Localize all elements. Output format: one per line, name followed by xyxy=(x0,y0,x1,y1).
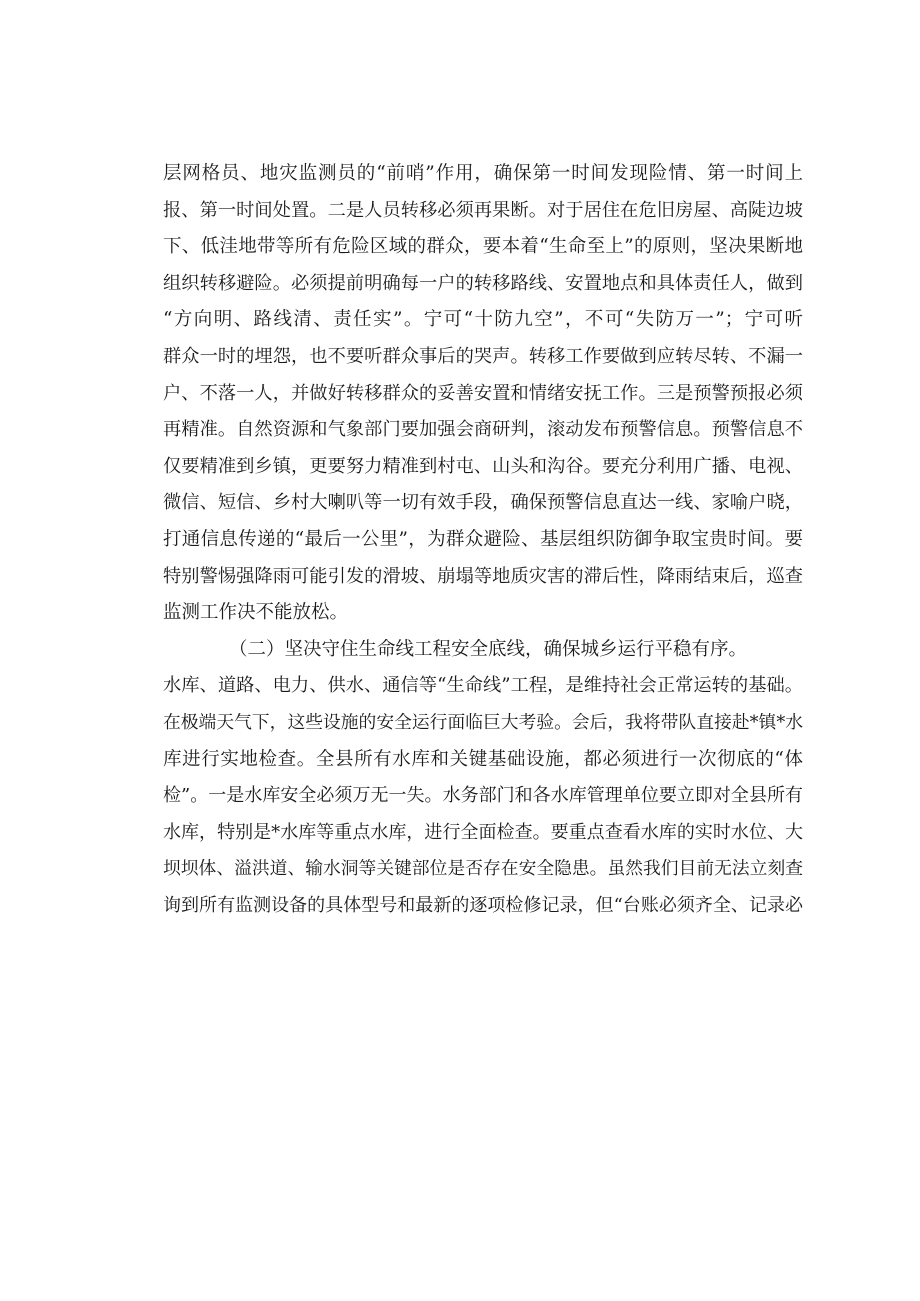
text-line-17: 库进行实地检查。全县所有水库和关键基础设施，都必须进行一次彻底的“体 xyxy=(163,748,803,770)
text-line-4: 组织转移避险。必须提前明确每一户的转移路线、安置地点和具体责任人，做到 xyxy=(163,272,803,294)
text-line-5: “方向明、路线清、责任实”。宁可“十防九空”，不可“失防万一”；宁可听 xyxy=(163,309,803,331)
text-line-7: 户、不落一人，并做好转移群众的妥善安置和情绪安抚工作。三是预警预报必须 xyxy=(163,382,803,404)
text-line-16: 在极端天气下，这些设施的安全运行面临巨大考验。会后，我将带队直接赴*镇*水 xyxy=(163,712,803,733)
text-line-12: 特别警惕强降雨可能引发的滑坡、崩塌等地质灾害的滞后性，降雨结束后，巡查 xyxy=(163,565,803,587)
text-line-2: 报、第一时间处置。二是人员转移必须再果断。对于居住在危旧房屋、高陡边坡 xyxy=(163,199,803,221)
document-body xyxy=(163,156,803,924)
text-line-19: 水库，特别是*水库等重点水库，进行全面检查。要重点查看水库的实时水位、大 xyxy=(163,821,803,843)
text-line-11: 打通信息传递的“最后一公里”，为群众避险、基层组织防御争取宝贵时间。要 xyxy=(163,528,803,550)
text-line-6: 群众一时的埋怨，也不要听群众事后的哭声。转移工作要做到应转尽转、不漏一 xyxy=(163,345,803,367)
text-line-10: 微信、短信、乡村大喇叭等一切有效手段，确保预警信息直达一线、家喻户晓， xyxy=(163,492,803,514)
text-line-8: 再精准。自然资源和气象部门要加强会商研判，滚动发布预警信息。预警信息不 xyxy=(163,419,803,441)
text-line-18: 检”。一是水库安全必须万无一失。水务部门和各水库管理单位要立即对全县所有 xyxy=(163,785,803,807)
text-line-20: 坝坝体、溢洪道、输水洞等关键部位是否存在安全隐患。虽然我们目前无法立刻查 xyxy=(163,859,803,880)
section-heading: （二）坚决守住生命线工程安全底线，确保城乡运行平稳有序。 xyxy=(229,638,748,660)
text-line-15: 水库、道路、电力、供水、通信等“生命线”工程，是维持社会正常运转的基础。 xyxy=(163,675,803,697)
paragraph-end-line: 监测工作决不能放松。 xyxy=(163,602,349,624)
text-line-9: 仅要精准到乡镇，更要努力精准到村屯、山头和沟谷。要充分利用广播、电视、 xyxy=(163,455,803,477)
text-line-3: 下、低洼地带等所有危险区域的群众，要本着“生命至上”的原则，坚决果断地 xyxy=(163,236,803,258)
text-line-21: 询到所有监测设备的具体型号和最新的逐项检修记录，但“台账必须齐全、记录必 xyxy=(163,894,803,916)
text-line-1: 层网格员、地灾监测员的“前哨”作用，确保第一时间发现险情、第一时间上 xyxy=(163,163,803,184)
